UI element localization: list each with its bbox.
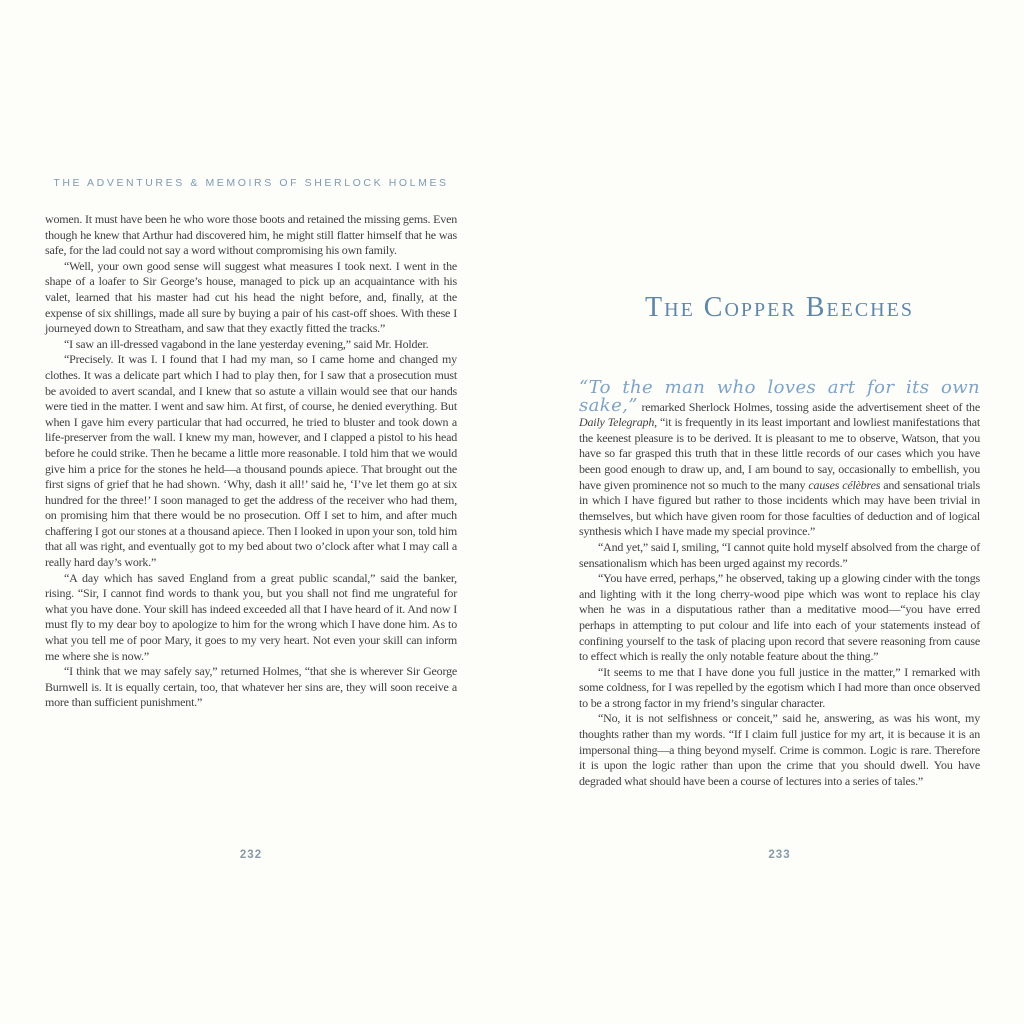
paragraph: [45, 571, 457, 665]
paragraph: [45, 212, 457, 259]
text-segment: , “it is frequently in its least important and lowliest manifestations that the keenest pleasure is to be derived. It is pleasant to me to observe, Watson, that you have so far grasped this truth that in these little records of our cases which you have been good enough to draw up, and, I am bound to say, occasionally to embellish, you have given prominence not so much to the many: [579, 415, 980, 492]
text-segment: “I think that we may safely say,” returned Holmes, “that she is wherever Sir George Burnwell is. It is equally certain, too, that whatever her sins are, they will soon receive a more than sufficient punishment.”: [45, 664, 457, 710]
paragraph: [579, 665, 980, 712]
text-segment: “A day which has saved England from a great public scandal,” said the banker, rising. “Sir, I cannot find words to thank you, but you shall not find me ungrateful for what you have done. Your skill has indeed exceeded all that I have heard of it. And now I must fly to my dear boy to apologize to him for the wrong which I have done him. As to what you tell me of poor Mary, it goes to my very heart. Not even your skill can inform me where she is now.”: [45, 570, 457, 663]
running-header: THE ADVENTURES & MEMOIRS OF SHERLOCK HOLMES: [53, 177, 449, 189]
text-segment: “And yet,” said I, smiling, “I cannot quite hold myself absolved from the charge of sensationalism which has been urged against my records.”: [579, 539, 980, 570]
page-right: [579, 292, 980, 789]
text-segment: “I saw an ill-dressed vagabond in the lane yesterday evening,” said Mr. Holder.: [64, 336, 429, 351]
page-number-right: 233: [768, 849, 791, 861]
text-segment: “Precisely. It was I. I found that I had my man, so I came home and changed my clothes. It was a delicate part which I had to play then, for I saw that a prosecution must be avoided to avert scandal, and I knew that so astute a villain would see that our hands were tied in the matter. I went and saw him. At first, of course, he denied everything. But when I gave him every particular that had occurred, he tried to bluster and took down a life-preserver from the wall. I knew my man, however, and I clapped a pistol to his head before he could strike. Then he became a little more reasonable. I told him that we would give him a price for the stones he held—a thousand pounds apiece. That brought out the first signs of grief that he had shown. ‘Why, dash it all!’ said he, ‘I’ve let them go at six hundred for the three!’ I soon managed to get the address of the receiver who had them, on promising him that there would be no prosecution. Off I set to him, and after much chaffering I got our stones at a thousand apiece. Then I looked in upon your son, told him that all was right, and eventually got to my bed about two o’clock after what I may call a really hard day’s work.”: [45, 352, 457, 570]
text-segment: “You have erred, perhaps,” he observed, taking up a glowing cinder with the tongs and lighting with it the long cherry-wood pipe which was wont to replace his clay when he was in a disputatious rather than a meditative mood—“you have erred perhaps in attempting to put colour and life into each of your statements instead of confining yourself to the task of placing upon record that severe reasoning from cause to effect which is really the only notable feature about the thing.”: [579, 571, 980, 664]
paragraph: [45, 337, 457, 353]
text-segment: “It seems to me that I have done you full justice in the matter,” I remarked with some coldness, for I was repelled by the egotism which I had more than once observed to be a strong factor in my friend’s singular character.: [579, 664, 980, 710]
paragraph: [579, 711, 980, 789]
page-left: [45, 177, 457, 711]
right-page-body: [579, 377, 980, 789]
paragraph: [45, 259, 457, 337]
chapter-title: The Copper Beeches: [645, 292, 914, 323]
text-segment: women. It must have been he who wore those boots and retained the missing gems. Even though he knew that Arthur had discovered him, he might still flatter himself that he was safe, for the lad could not say a word without compromising his own family.: [45, 212, 457, 258]
paragraph: [579, 540, 980, 571]
paragraph: [45, 352, 457, 570]
text-segment: “No, it is not selfishness or conceit,” said he, answering, as was his wont, my thoughts rather than my words. “If I claim full justice for my art, it is because it is an impersonal thing—a thing beyond myself. Crime is common. Logic is rare. Therefore it is upon the logic rather than upon the crime that you should dwell. You have degraded what should have been a course of lectures into a series of tales.”: [579, 711, 980, 788]
text-segment: and sensational trials in which I have figured but rather to those incidents which may have been trivial in themselves, but which have given room for those faculties of deduction and of logical synthesis which I have made my special province.”: [579, 477, 980, 539]
text-segment: “Well, your own good sense will suggest what measures I took next. I went in the shape of a loafer to Sir George’s house, managed to pick up an acquaintance with his valet, learned that his master had cut his head the night before, and, finally, at the expense of six shillings, made all sure by buying a pair of his cast-off shoes. With these I journeyed down to Streatham, and saw that they exactly fitted the tracks.”: [45, 258, 457, 336]
text-segment: causes célèbres: [808, 477, 881, 492]
paragraph: [579, 571, 980, 665]
text-segment: Daily Telegraph: [579, 415, 655, 430]
left-page-body: [45, 212, 457, 711]
opening-script-text: “To the man who loves art for its own sake,”: [579, 377, 980, 416]
text-segment: remarked Sherlock Holmes, tossing aside the advertisement sheet of the: [637, 399, 980, 414]
page-number-left: 232: [239, 849, 263, 861]
paragraph: [45, 664, 457, 711]
paragraph: [579, 377, 980, 540]
